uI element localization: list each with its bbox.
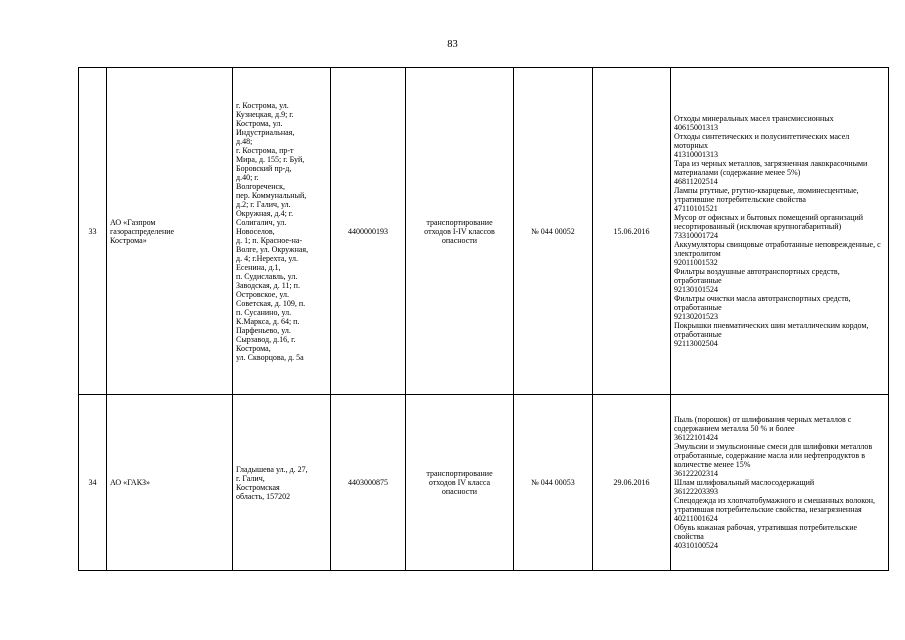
waste-item: [674, 114, 885, 132]
address-line: Островское, ул.: [236, 289, 289, 299]
waste-item: [674, 240, 885, 267]
waste-item: [674, 294, 885, 321]
address-line: Сырзавод, д.16, г.: [236, 334, 296, 344]
address-line: Гладышева ул., д. 27,: [236, 464, 308, 474]
address-line: Костромская: [236, 482, 280, 492]
waste-name: Отходы минеральных масел трансмиссионных: [674, 114, 834, 123]
activity-line: транспортирование: [426, 469, 493, 478]
organization-name-line: Кострома»: [110, 235, 147, 245]
address-line: Советская, д. 109, п.: [236, 298, 306, 308]
license-cell: [514, 68, 593, 395]
waste-name: Отходы синтетических и полусинтетических масел моторных: [674, 132, 850, 150]
address-line: д. 1; п. Красное-на-: [236, 235, 303, 245]
license-date: 29.06.2016: [613, 478, 650, 487]
row-number-cell: [79, 395, 107, 571]
row-number: 34: [88, 478, 97, 487]
address-line: Новоселов,: [236, 226, 275, 236]
registry-table: [78, 67, 889, 571]
waste-code: 41310001313: [674, 150, 718, 159]
waste-item: [674, 321, 885, 348]
waste-item: [674, 132, 885, 159]
organization-cell: [107, 395, 233, 571]
waste-code: 46811202514: [674, 177, 718, 186]
waste-code: 92113002504: [674, 339, 718, 348]
address-line: К.Маркса, д. 64; п.: [236, 316, 300, 326]
address-line: Окружная, д.4; г.: [236, 208, 294, 218]
license-date: 15.06.2016: [613, 226, 650, 236]
waste-name: Пыль (порошок) от шлифования черных металлов с содержанием металла 50 % и более: [674, 415, 852, 433]
address-cell: [233, 395, 331, 571]
waste-name: Тара из черных металлов, загрязненная лакокрасочными материалами (содержание менее 5%): [674, 159, 868, 177]
organization-name-line: газораспределение: [110, 226, 175, 236]
address-line: Есенина, д.1,: [236, 262, 281, 272]
address-line: Парфеньево, ул.: [236, 325, 291, 335]
waste-code: 40310100524: [674, 541, 718, 550]
address-line: пер. Коммунальный,: [236, 190, 307, 200]
waste-item: [674, 496, 885, 523]
inn-cell: [331, 395, 406, 571]
waste-name: Мусор от офисных и бытовых помещений организаций несортированный (исключая крупногабаритный): [674, 213, 864, 231]
table-row: [79, 68, 889, 395]
activity-line: транспортирование: [426, 217, 493, 227]
license-cell: [514, 395, 593, 571]
inn: 4400000193: [348, 226, 388, 236]
address-line: Волге, ул. Окружная,: [236, 244, 309, 254]
date-cell: [593, 68, 671, 395]
waste-name: Покрышки пневматических шин металлическим кордом, отработанные: [674, 321, 869, 339]
waste-name: Шлам шлифовальный маслосодержащий: [674, 478, 815, 487]
waste-name: Спецодежда из хлопчатобумажного и смешанных волокон, утратившая потребительские свойства, незагрязненная: [674, 496, 876, 514]
waste-name: Аккумуляторы свинцовые отработанные неповрежденные, с электролитом: [674, 240, 881, 258]
page-number: 83: [447, 39, 458, 50]
address-line: д.48;: [236, 136, 253, 146]
waste-code: 40211001624: [674, 514, 718, 523]
waste-code: 92130101524: [674, 285, 718, 294]
waste-code: 73310001724: [674, 231, 718, 240]
waste-code: 36122203393: [674, 487, 718, 496]
address-line: Индустриальная,: [236, 127, 295, 137]
waste-item: [674, 523, 885, 550]
waste-code: 36122101424: [674, 433, 718, 442]
waste-item: [674, 415, 885, 442]
address-line: г. Кострома, ул.: [236, 100, 289, 110]
address-line: д. 4; г.Нерехта, ул.: [236, 253, 299, 263]
waste-item: [674, 478, 885, 496]
waste-item: [674, 267, 885, 294]
address-cell: [233, 68, 331, 395]
address-line: Заводская, д. 11; п.: [236, 280, 300, 290]
waste-item: [674, 213, 885, 240]
waste-name: Обувь кожаная рабочая, утратившая потребительские свойства: [674, 523, 858, 541]
organization-name-line: АО «Газпром: [110, 217, 156, 227]
inn: 4403000875: [348, 478, 388, 487]
date-cell: [593, 395, 671, 571]
address-line: д.40; г.: [236, 172, 259, 182]
activity-line: отходов IV класса: [428, 478, 491, 487]
address-line: п. Сусанино, ул.: [236, 307, 292, 317]
waste-item: [674, 159, 885, 186]
waste-item: [674, 186, 885, 213]
activity-line: отходов I-IV классов: [424, 226, 495, 236]
row-number-cell: [79, 68, 107, 395]
license-number: № 044 00052: [531, 226, 575, 236]
address-line: ул. Скворцова, д. 5а: [236, 352, 304, 362]
row-number: 33: [88, 226, 97, 236]
waste-code: 92011001532: [674, 258, 718, 267]
waste-name: Эмульсии и эмульсионные смеси для шлифовки металлов отработанные, содержание масла или нефтепродуктов в количестве менее 15%: [674, 442, 873, 469]
address-line: Кузнецкая, д.9; г.: [236, 109, 294, 119]
table-row: [79, 395, 889, 571]
address-line: п. Судиславль, ул.: [236, 271, 298, 281]
organization-cell: [107, 68, 233, 395]
waste-item: [674, 442, 885, 478]
address-line: Волгореченск,: [236, 181, 285, 191]
activity-line: опасности: [441, 487, 478, 496]
organization-name-line: АО «ГАКЗ»: [110, 478, 151, 487]
waste-code: 92130201523: [674, 312, 718, 321]
activity-line: опасности: [441, 235, 478, 245]
waste-name: Лампы ртутные, ртутно-кварцевые, люминесцентные, утратившие потребительские свойства: [674, 186, 859, 204]
address-line: г. Галич,: [236, 473, 265, 483]
waste-list-cell: [671, 395, 889, 571]
license-number: № 044 00053: [531, 478, 575, 487]
waste-code: 47110101521: [674, 204, 718, 213]
address-line: д.2; г. Галич, ул.: [236, 199, 291, 209]
address-line: г. Кострома, пр-т: [236, 145, 294, 155]
address-line: Кострома, ул.: [236, 118, 283, 128]
waste-code: 36122202314: [674, 469, 718, 478]
waste-name: Фильтры очистки масла автотранспортных средств, отработанные: [674, 294, 851, 312]
address-line: Кострома,: [236, 343, 271, 353]
waste-code: 40615001313: [674, 123, 718, 132]
activity-cell: [406, 395, 514, 571]
waste-name: Фильтры воздушные автотранспортных средств, отработанные: [674, 267, 840, 285]
address-line: область, 157202: [236, 491, 291, 501]
activity-cell: [406, 68, 514, 395]
address-line: Солигалич, ул.: [236, 217, 287, 227]
address-line: Боровский пр-д,: [236, 163, 292, 173]
inn-cell: [331, 68, 406, 395]
address-line: Мира, д. 155; г. Буй,: [236, 154, 305, 164]
waste-list-cell: [671, 68, 889, 395]
